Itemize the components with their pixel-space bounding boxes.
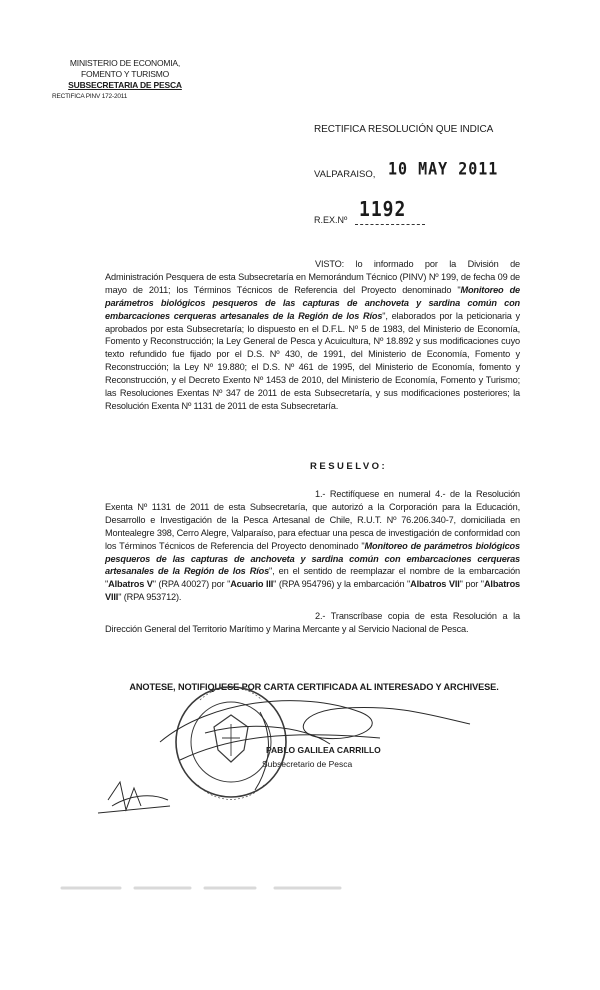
rex-label: R.EX.Nº [314, 215, 348, 225]
item1-text-a: 1.- Rectifíquese en numeral 4.- de la Resolución Exenta Nº 1131 de 2011 de esta Subsecretaría, que autorizó a la Corporación para la Educación, Desarrollo e Investigación de la Pesca Artesanal de Chile, R.U.T. Nº 76.206.340-7, domiciliada en Montealegre 398, Cerro Alegre, Valparaíso, para efectuar una pesca de investigación de conformidad con los Términos Técnicos de Referencia del Proyecto denominado " [105, 489, 520, 551]
item1-text-c: " (RPA 40027) por " [152, 579, 231, 590]
visto-text-2: ", elaborados por la peticionaria y aprobados por esta Subsecretaría; lo dispuesto en el D.F.L. Nº 5 de 1983, del Ministerio de Economía, Fomento y Reconstrucción; la Ley General de Pesca y Acuicultura, Nº 18.892 y sus modificaciones cuyo texto refundido fue fijado por el D.S. Nº 430, de 1991, del Ministerio de Economía, Fomento y Reconstrucción; la Ley Nº 19.880; el D.S. Nº 461 de 1995, del Ministerio de Economía, fomento y Reconstrucción, y el Decreto Exento Nº 1453 de 2010, del Ministerio de Economía, Fomento y Turismo; las Resoluciones Exentas Nº 347 de 2011 de esta Subsecretaría, y sus modificaciones posteriores; la Resolución Exenta Nº 1131 de 2011 de esta Subsecretaría. [105, 310, 520, 411]
official-seal [176, 687, 286, 799]
vessel-name-2: Acuario III [230, 579, 274, 590]
date-stamp: 10 MAY 2011 [388, 159, 499, 179]
closing-statement: ANOTESE, NOTIFIQUESE POR CARTA CERTIFICADA AL INTERESADO Y ARCHIVESE. [129, 682, 499, 692]
vessel-name-4: Albatros VIII [105, 579, 521, 603]
item1-text-d: " (RPA 954796) y la embarcación " [273, 579, 411, 590]
item1-project-title: Monitoreo de parámetros biológicos pesqueros de las capturas de anchoveta y sardina común con embarcaciones cerqueras artesanales de la Región de los Ríos [105, 540, 520, 577]
signatory-name: PABLO GALILEA CARRILLO [266, 745, 381, 755]
item1-text-b: ", en el sentido de reemplazar el nombre de la embarcación " [105, 566, 520, 590]
subsecretaria-line: SUBSECRETARIA DE PESCA [68, 80, 182, 90]
item1-text-f: " (RPA 953712). [118, 592, 182, 603]
visto-project-title: Monitoreo de parámetros biológicos pesqueros de las capturas de anchoveta y sardina común con embarcaciones cerqueras artesanales de la Región de los Ríos [105, 284, 520, 321]
rex-number: 1192 [359, 197, 407, 222]
resuelvo-item-2: 2.- Transcríbase copia de esta Resolución a la Dirección General del Territorio Marítimo y Marina Mercante y al Servicio Nacional de Pesca. [105, 611, 520, 634]
resuelvo-heading: RESUELVO: [310, 461, 388, 472]
initials-mark [98, 782, 170, 813]
vessel-name-3: Albatros VII [410, 579, 460, 590]
document-topic: RECTIFICA RESOLUCIÓN QUE INDICA [314, 124, 494, 135]
signature-scribble [160, 701, 470, 790]
place-label: VALPARAISO, [314, 169, 376, 180]
vessel-name-1: Albatros V [108, 579, 153, 590]
reference-code: RECTIFICA PINV 172-2011 [52, 93, 128, 100]
ministry-line-2: FOMENTO Y TURISMO [80, 69, 170, 79]
item1-text-e: " por " [459, 579, 484, 590]
ministry-line-1: MINISTERIO DE ECONOMIA, [69, 58, 181, 68]
visto-text-1: VISTO: lo informado por la División de Administración Pesquera de esta Subsecretaría en Memorándum Técnico (PINV) Nº 199, de fecha 09 de mayo de 2011; los Términos Técnicos de Referencia del Proyecto denominado " [105, 259, 520, 295]
signatory-title: Subsecretario de Pesca [262, 759, 353, 769]
